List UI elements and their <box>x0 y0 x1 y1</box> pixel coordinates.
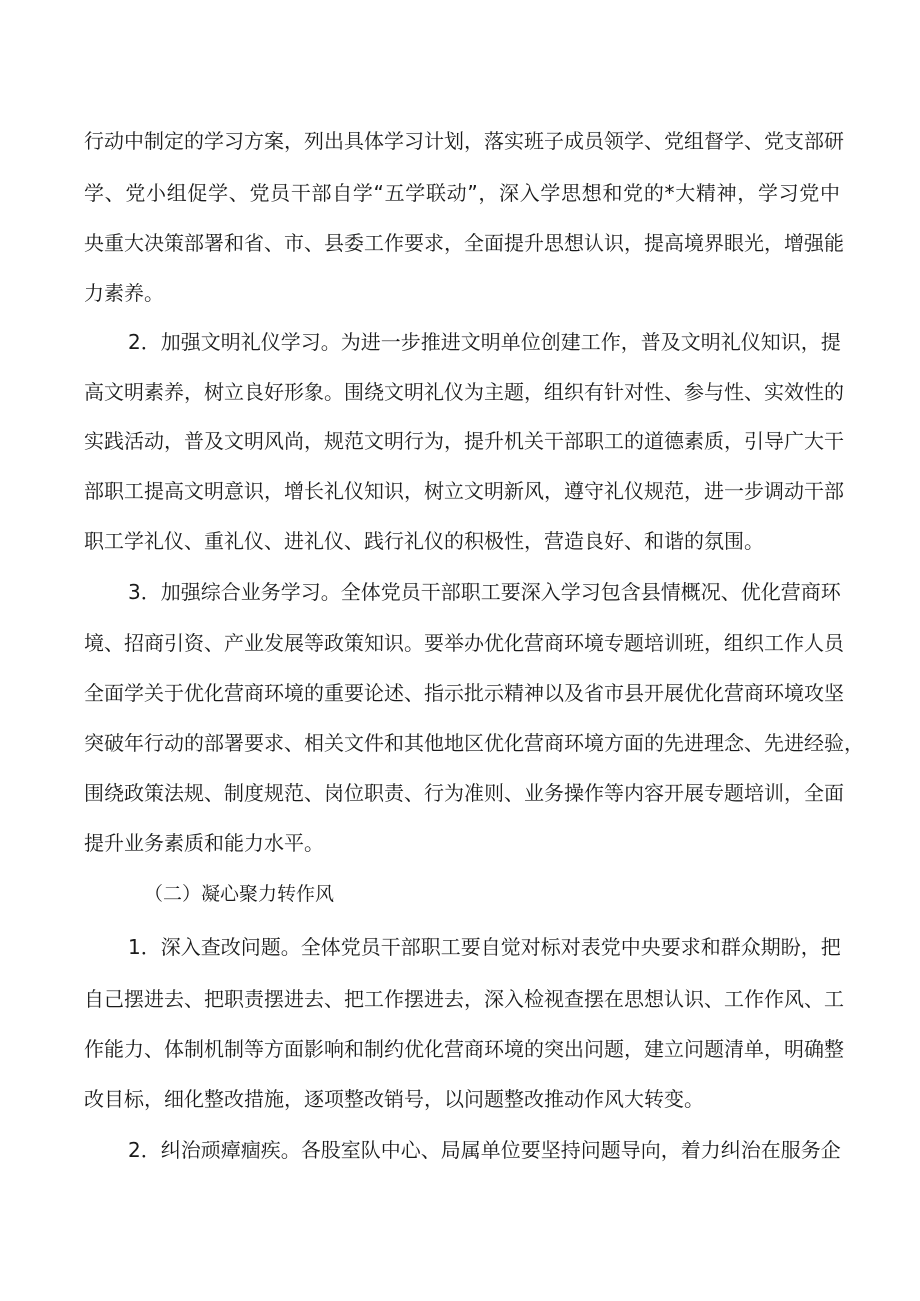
paragraph-line: 2．纠治顽瘴痼疾。各股室队中心、局属单位要坚持问题导向，着力纠治在服务企 <box>128 1138 841 1162</box>
paragraph-line: 行动中制定的学习方案，列出具体学习计划，落实班子成员领学、党组督学、党支部研 <box>84 129 844 153</box>
paragraph-line: 突破年行动的部署要求、相关文件和其他地区优化营商环境方面的先进理念、先进经验， <box>84 731 864 755</box>
paragraph-line: 自己摆进去、把职责摆进去、把工作摆进去，深入检视查摆在思想认识、工作作风、工 <box>84 987 844 1011</box>
paragraph-line: 境、招商引资、产业发展等政策知识。要举办优化营商环境专题培训班，组织工作人员 <box>84 631 844 655</box>
paragraph-line: 1．深入查改问题。全体党员干部职工要自觉对标对表党中央要求和群众期盼，把 <box>128 935 841 959</box>
paragraph-line: 3．加强综合业务学习。全体党员干部职工要深入学习包含县情概况、优化营商环 <box>128 580 841 604</box>
paragraph-line: 2．加强文明礼仪学习。为进一步推进文明单位创建工作，普及文明礼仪知识，提 <box>128 330 841 354</box>
paragraph-line: 实践活动，普及文明风尚，规范文明行为，提升机关干部职工的道德素质，引导广大干 <box>84 429 844 453</box>
paragraph-line: 部职工提高文明意识，增长礼仪知识，树立文明新风，遵守礼仪规范，进一步调动干部 <box>84 479 844 503</box>
paragraph-line: 力素养。 <box>84 281 164 305</box>
paragraph-line: 职工学礼仪、重礼仪、进礼仪、践行礼仪的积极性，营造良好、和谐的氛围。 <box>84 529 764 553</box>
paragraph-line: 改目标，细化整改措施，逐项整改销号，以问题整改推动作风大转变。 <box>84 1087 704 1111</box>
paragraph-line: 提升业务素质和能力水平。 <box>84 831 324 855</box>
paragraph-line: 高文明素养，树立良好形象。围绕文明礼仪为主题，组织有针对性、参与性、实效性的 <box>84 380 844 404</box>
paragraph-line: 央重大决策部署和省、市、县委工作要求，全面提升思想认识，提高境界眼光，增强能 <box>84 231 844 255</box>
paragraph-line: 学、党小组促学、党员干部自学“五学联动”，深入学思想和党的*大精神，学习党中 <box>84 181 840 205</box>
paragraph-line: 围绕政策法规、制度规范、岗位职责、行为准则、业务操作等内容开展专题培训，全面 <box>84 781 844 805</box>
section-heading: （二）凝心聚力转作风 <box>144 883 335 905</box>
paragraph-line: 作能力、体制机制等方面影响和制约优化营商环境的突出问题，建立问题清单，明确整 <box>84 1037 844 1061</box>
paragraph-line: 全面学关于优化营商环境的重要论述、指示批示精神以及省市县开展优化营商环境攻坚 <box>84 681 844 705</box>
